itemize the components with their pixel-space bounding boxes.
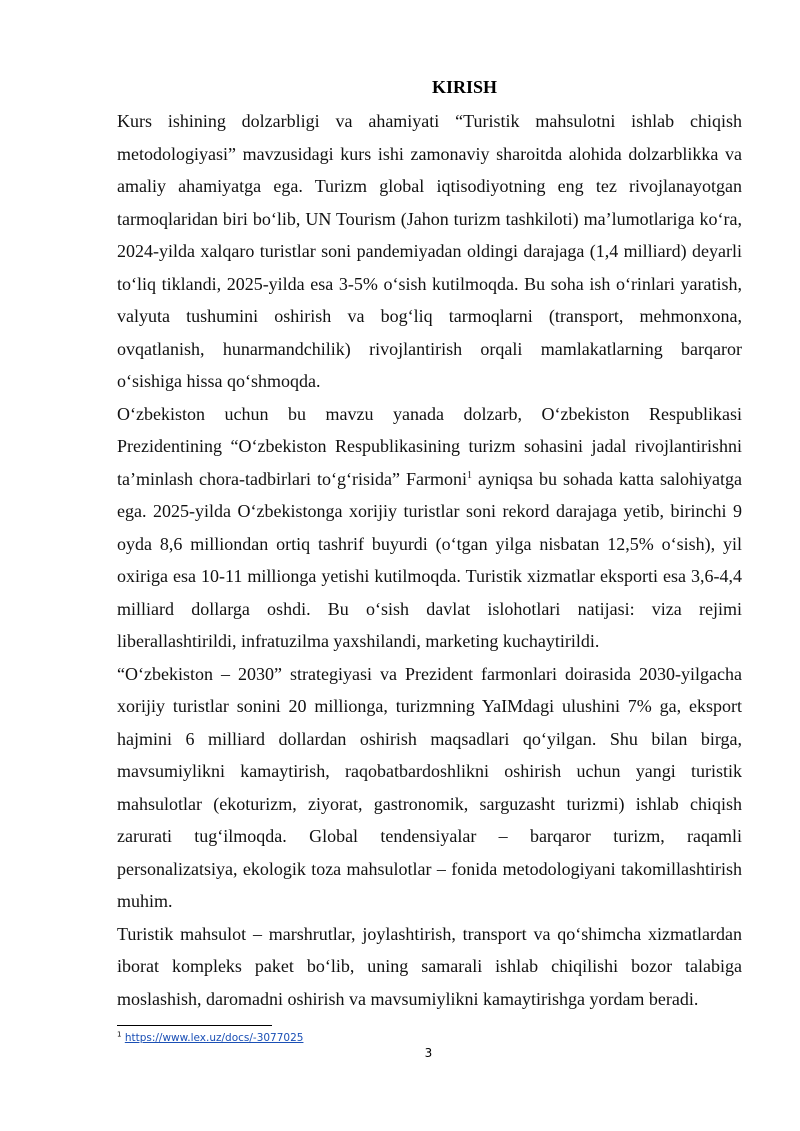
paragraph-text: Oʻzbekiston uchun bu mavzu yanada dolzarb, Oʻzbekiston Respublikasi Prezidentining “Oʻzbekiston Respublikasining turizm sohasini jadal rivojlantirishni taʼminlash chora-tadbirlari toʻgʻrisida” Farmoni — [117, 403, 742, 489]
paragraph-text: Turistik mahsulot – marshrutlar, joylashtirish, transport va qoʻshimcha xizmatlardan iborat kompleks paket boʻlib, uning samarali ishlab chiqilishi bozor talabiga moslashish, daromadni oshirish va mavsumiylikni kamaytirishga yordam beradi. — [117, 923, 742, 1009]
footnote-marker: 1 — [117, 1030, 122, 1039]
section-heading: KIRISH — [431, 77, 498, 97]
paragraph-text: Kurs ishining dolzarbligi va ahamiyati “Turistik mahsulotni ishlab chiqish metodologiyasi” mavzusidagi kurs ishi zamonaviy sharoitda alohida dolzarblikka va amaliy ahamiyatga ega. Turizm global iqtisodiyotning eng tez rivojlanayotgan tarmoqlaridan biri boʻlib, UN Tourism (Jahon turizm tashkiloti) maʼlumotlariga koʻra, 2024-yilda xalqaro turistlar soni pandemiyadan oldingi darajaga (1,4 milliard) deyarli toʻliq tiklandi, 2025-yilda esa 3-5% oʻsish kutilmoqda. Bu soha ish oʻrinlari yaratish, valyuta tushumini oshirish va bogʻliq tarmoqlarni (transport, mehmonxona, ovqatlanish, hunarmandchilik) rivojlantirish orqali mamlakatlarning barqaror oʻsishiga hissa qoʻshmoqda. — [117, 111, 742, 391]
paragraph-1 — [117, 105, 742, 398]
footnote-reference[interactable]: 1 — [466, 469, 472, 481]
body-text — [117, 105, 742, 1015]
footnote — [117, 1031, 303, 1045]
paragraph-text: “Oʻzbekiston – 2030” strategiyasi va Prezident farmonlari doirasida 2030-yilgacha xorijiy turistlar sonini 20 millionga, turizmning YaIMdagi ulushini 7% ga, eksport hajmini 6 milliard dollardan oshirish maqsadlari qoʻyilgan. Shu bilan birga, mavsumiylikni kamaytirish, raqobatbardoshlikni oshirish uchun yangi turistik mahsulotlar (ekoturizm, ziyorat, gastronomik, sarguzasht turizmi) ishlab chiqish zarurati tugʻilmoqda. Global tendensiyalar – barqaror turizm, raqamli personalizatsiya, ekologik toza mahsulotlar – fonida metodologiyani takomillashtirish muhim. — [117, 663, 742, 911]
footnote-separator — [117, 1025, 272, 1026]
paragraph-4 — [117, 918, 742, 1016]
footnote-link[interactable]: https://www.lex.uz/docs/-3077025 — [124, 1032, 304, 1044]
paragraph-2 — [117, 398, 742, 658]
paragraph-3 — [117, 658, 742, 918]
page-number: 3 — [424, 1046, 433, 1060]
paragraph-text: ayniqsa bu sohada katta salohiyatga ega. 2025-yilda Oʻzbekistonga xorijiy turistlar soni rekord darajaga yetib, birinchi 9 oyda 8,6 milliondan ortiq tashrif buyurdi (oʻtgan yilga nisbatan 12,5% oʻsish), yil oxiriga esa 10-11 millionga yetishi kutilmoqda. Turistik xizmatlar eksporti esa 3,6-4,4 milliard dollarga oshdi. Bu oʻsish davlat islohotlari natijasi: viza rejimi liberallashtirildi, infratuzilma yaxshilandi, marketing kuchaytirildi. — [117, 468, 742, 651]
